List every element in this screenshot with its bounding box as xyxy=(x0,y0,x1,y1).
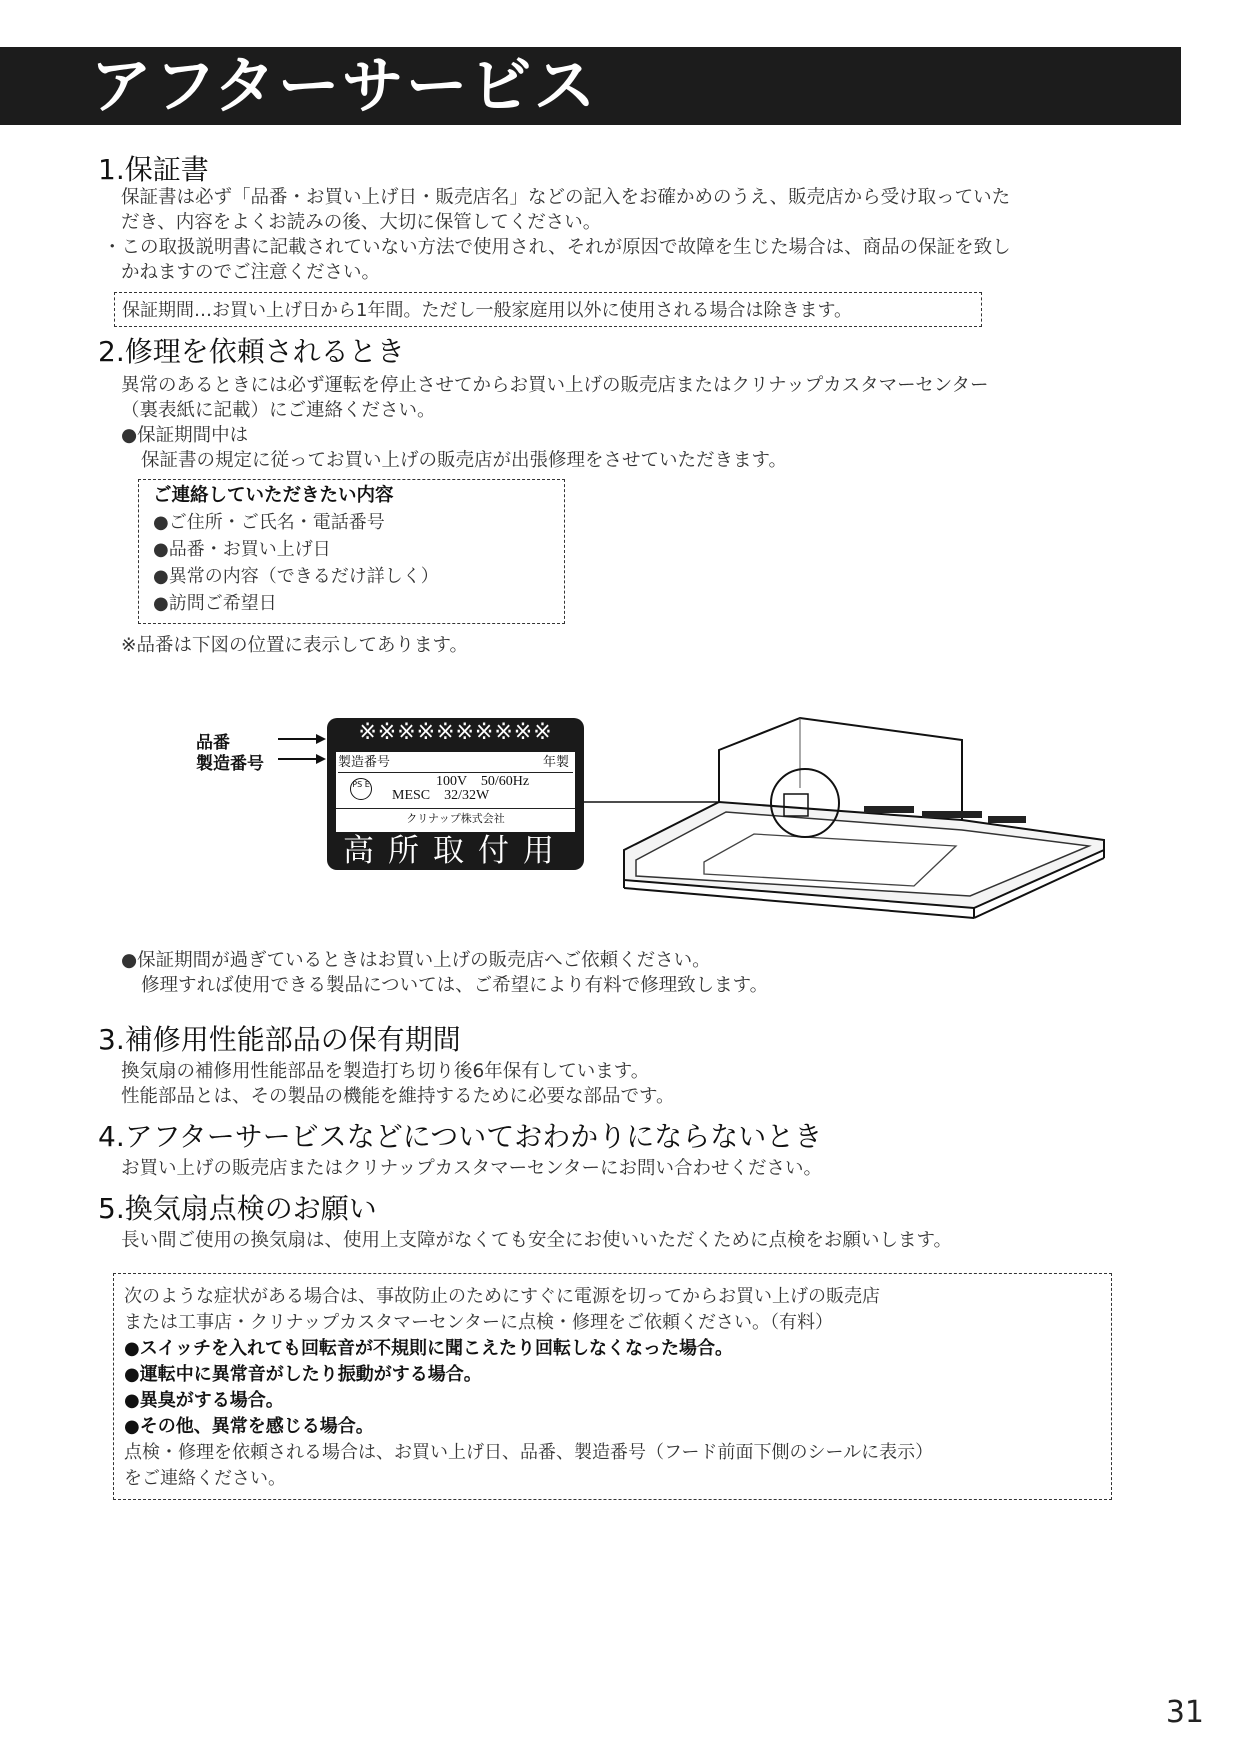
title-bar xyxy=(0,47,1181,125)
s2-bullet-warranty: ●保証期間中は xyxy=(121,425,249,446)
label-serial-row xyxy=(338,754,573,773)
rating-label xyxy=(327,718,584,870)
symptom-item: ●異臭がする場合。 xyxy=(124,1390,284,1411)
model-number-callout: 品番 xyxy=(196,733,230,753)
contact-item: ●異常の内容（できるだけ詳しく） xyxy=(153,566,439,587)
inspection-contact-1: 点検・修理を依頼される場合は、お買い上げ日、品番、製造番号（フード前面下側のシールに表示） xyxy=(124,1442,934,1463)
warranty-period-text: 保証期間…お買い上げ日から1年間。ただし一般家庭用以外に使用される場合は除きます。 xyxy=(122,300,853,321)
label-inner-panel xyxy=(336,752,575,832)
section-2-heading: 2.修理を依頼されるとき xyxy=(98,335,405,368)
contact-item: ●訪問ご希望日 xyxy=(153,593,277,614)
label-model-stars: ※※※※※※※※※※ xyxy=(358,720,553,745)
s1-paragraph-2a: ・この取扱説明書に記載されていない方法で使用され、それが原因で故障を生じた場合は、商品の保証を致し xyxy=(103,237,1011,258)
pse-mark-icon: PS E xyxy=(350,778,372,800)
s2-bullet-warranty-text: 保証書の規定に従ってお買い上げの販売店が出張修理をさせていただきます。 xyxy=(141,450,788,471)
label-year-text: 年製 xyxy=(542,755,569,770)
label-wattage: MESC 32/32W xyxy=(392,788,490,803)
s2-bullet-after-warranty: ●保証期間が過ぎているときはお買い上げの販売店へご依頼ください。 xyxy=(121,950,711,971)
page-title: アフターサービス xyxy=(90,49,598,122)
label-serial-text: 製造番号 xyxy=(338,755,391,770)
inspection-contact-2: をご連絡ください。 xyxy=(124,1468,286,1489)
contact-item: ●品番・お買い上げ日 xyxy=(153,539,331,560)
section-4-heading: 4.アフターサービスなどについておわかりにならないとき xyxy=(98,1120,823,1153)
s1-paragraph-1b: だき、内容をよくお読みの後、大切に保管してください。 xyxy=(121,212,602,233)
contact-item: ●ご住所・ご氏名・電話番号 xyxy=(153,512,385,533)
callout-arrows xyxy=(276,728,328,768)
s1-paragraph-1a: 保証書は必ず「品番・お買い上げ日・販売店名」などの記入をお確かめのうえ、販売店から受け取っていた xyxy=(121,187,1011,208)
symptom-item: ●スイッチを入れても回転音が不規則に聞こえたり回転しなくなった場合。 xyxy=(124,1338,733,1359)
s2-bullet-after-warranty-text: 修理すれば使用できる製品については、ご希望により有料で修理致します。 xyxy=(141,975,769,996)
warranty-period-box xyxy=(114,292,982,327)
section-5-heading: 5.換気扇点検のお願い xyxy=(98,1192,377,1225)
s5-paragraph-1: 長い間ご使用の換気扇は、使用上支障がなくても安全にお使いいただくために点検をお願いします。 xyxy=(121,1230,953,1251)
section-1-heading: 1.保証書 xyxy=(98,153,209,186)
s1-paragraph-2b: かねますのでご注意ください。 xyxy=(121,262,381,283)
s2-paragraph-1a: 異常のあるときには必ず運転を停止させてからお買い上げの販売店またはクリナップカスタマーセンター xyxy=(121,375,989,396)
serial-number-callout: 製造番号 xyxy=(196,754,264,774)
inspection-intro-2: または工事店・クリナップカスタマーセンターに点検・修理をご依頼ください。（有料） xyxy=(124,1312,834,1333)
model-number-note: ※品番は下図の位置に表示してあります。 xyxy=(121,635,469,656)
contact-box-title: ご連絡していただきたい内容 xyxy=(153,485,394,506)
contact-info-box xyxy=(138,479,565,624)
section-3-heading: 3.補修用性能部品の保有期間 xyxy=(98,1023,461,1056)
s3-paragraph-1: 換気扇の補修用性能部品を製造打ち切り後6年保有しています。 xyxy=(121,1061,650,1082)
inspection-intro-1: 次のような症状がある場合は、事故防止のためにすぐに電源を切ってからお買い上げの販売店 xyxy=(124,1286,880,1307)
label-install-text: 高所取付用 xyxy=(343,833,568,869)
s4-paragraph-1: お買い上げの販売店またはクリナップカスタマーセンターにお問い合わせください。 xyxy=(121,1158,822,1179)
range-hood-illustration xyxy=(584,708,1110,920)
label-voltage: 100V 50/60Hz xyxy=(436,774,530,789)
label-maker: クリナップ株式会社 xyxy=(336,808,575,829)
inspection-request-box xyxy=(113,1273,1112,1500)
s3-paragraph-2: 性能部品とは、その製品の機能を維持するために必要な部品です。 xyxy=(121,1086,675,1107)
s2-paragraph-1b: （裏表紙に記載）にご連絡ください。 xyxy=(121,400,436,421)
symptom-item: ●運転中に異常音がしたり振動がする場合。 xyxy=(124,1364,482,1385)
page-number: 31 xyxy=(1165,1695,1204,1730)
symptom-item: ●その他、異常を感じる場合。 xyxy=(124,1416,374,1437)
